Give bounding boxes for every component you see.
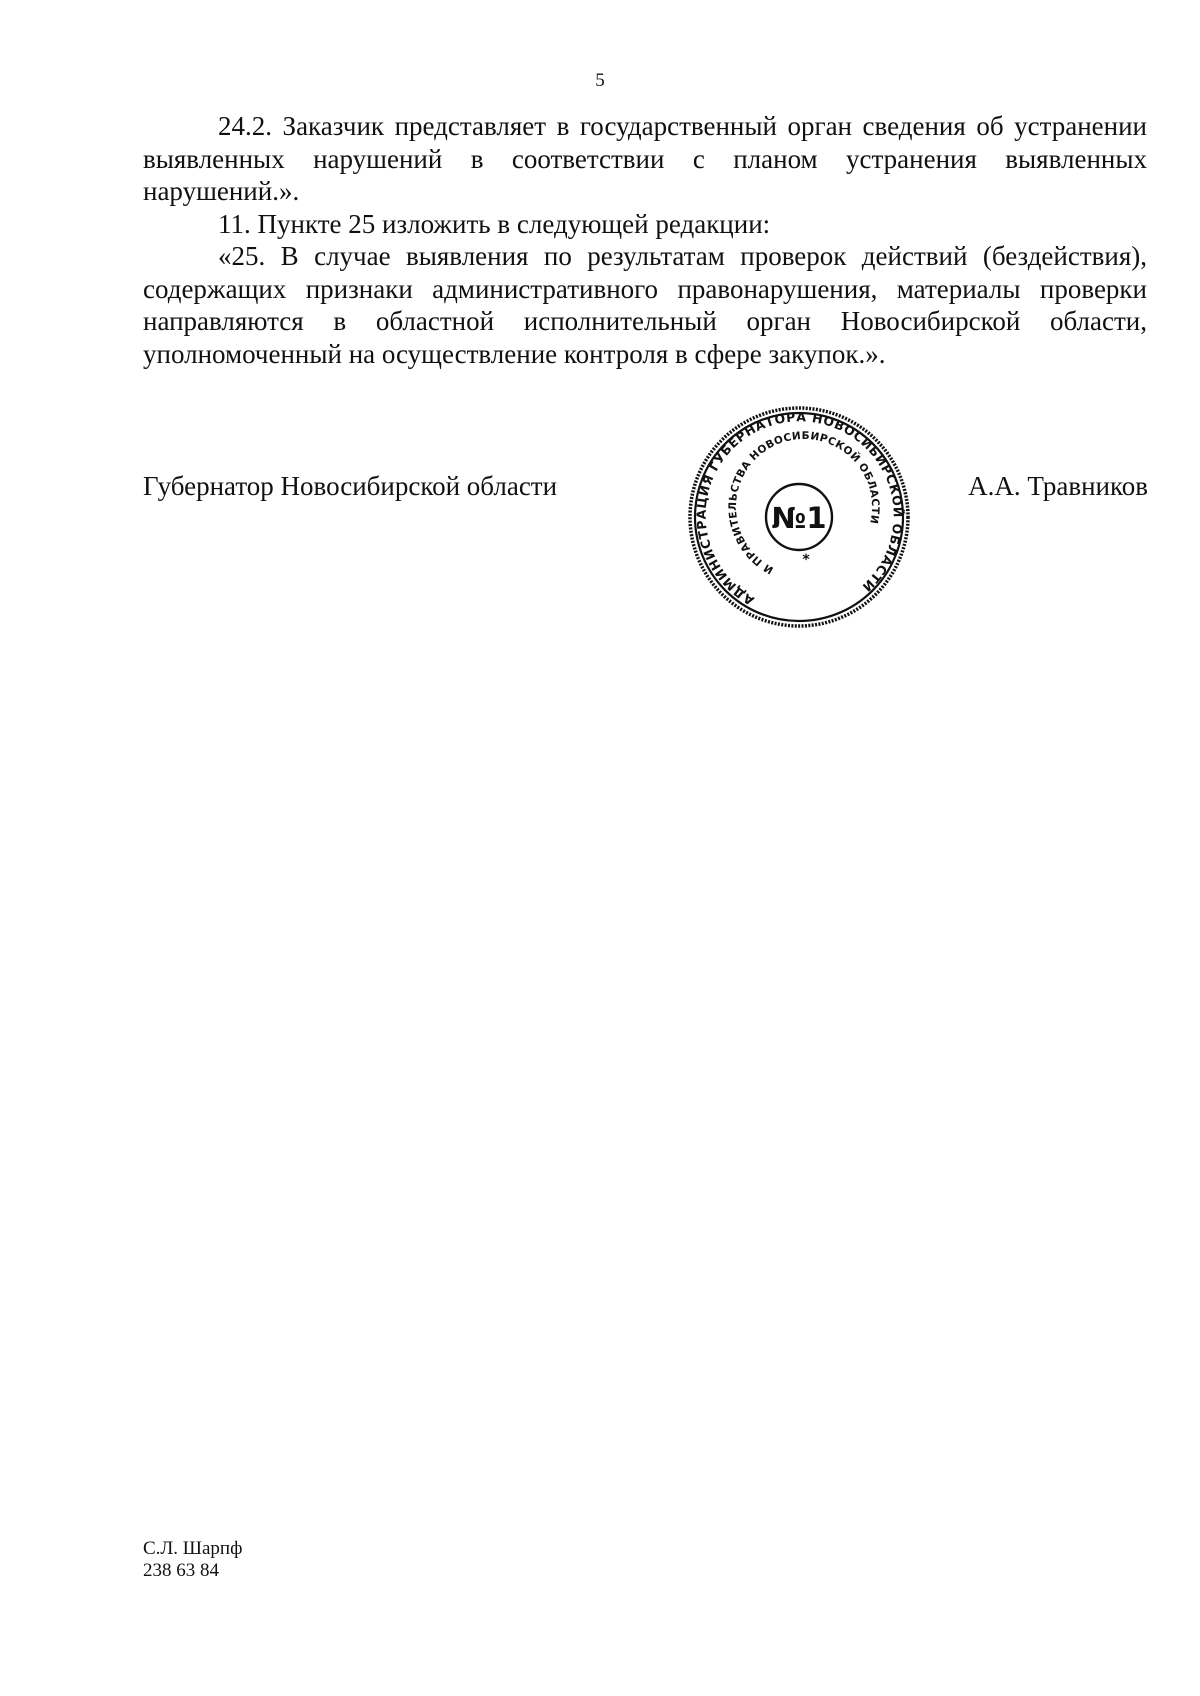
contact-phone: 238 63 84 [143, 1560, 219, 1581]
contact-name: С.Л. Шарпф [143, 1538, 243, 1559]
seal-icon [688, 406, 910, 628]
paragraph-25: «25. В случае выявления по результатам проверок действий (бездействия), содержащих признаки административного правонарушения, материалы проверки направляются в областной исполнительный орган Новосибирской области, уполномоченный на осуществление контроля в сфере закупок.». [143, 241, 1147, 369]
seal-center-number: №1 [771, 501, 827, 535]
signatory-position: Губернатор Новосибирской области [143, 471, 558, 501]
seal-inner-text: И ПРАВИТЕЛЬСТВА НОВОСИБИРСКОЙ ОБЛАСТИ [726, 429, 882, 576]
contact-block [143, 1538, 242, 1582]
signatory-name: А.А. Травников [968, 471, 1148, 501]
official-seal [688, 406, 910, 628]
seal-star: * [802, 552, 810, 568]
document-body [143, 110, 1147, 370]
paragraph-24-2: 24.2. Заказчик представляет в государственный орган сведения об устранении выявленных нарушений в соответствии с планом устранения выявленных нарушений.». [143, 111, 1147, 206]
paragraph-item-11: 11. Пункте 25 изложить в следующей редакции: [218, 208, 771, 239]
page-number: 5 [595, 70, 605, 91]
seal-outer-text: АДМИНИСТРАЦИЯ ГУБЕРНАТОРА НОВОСИБИРСКОЙ ОБЛАСТИ [693, 409, 906, 609]
